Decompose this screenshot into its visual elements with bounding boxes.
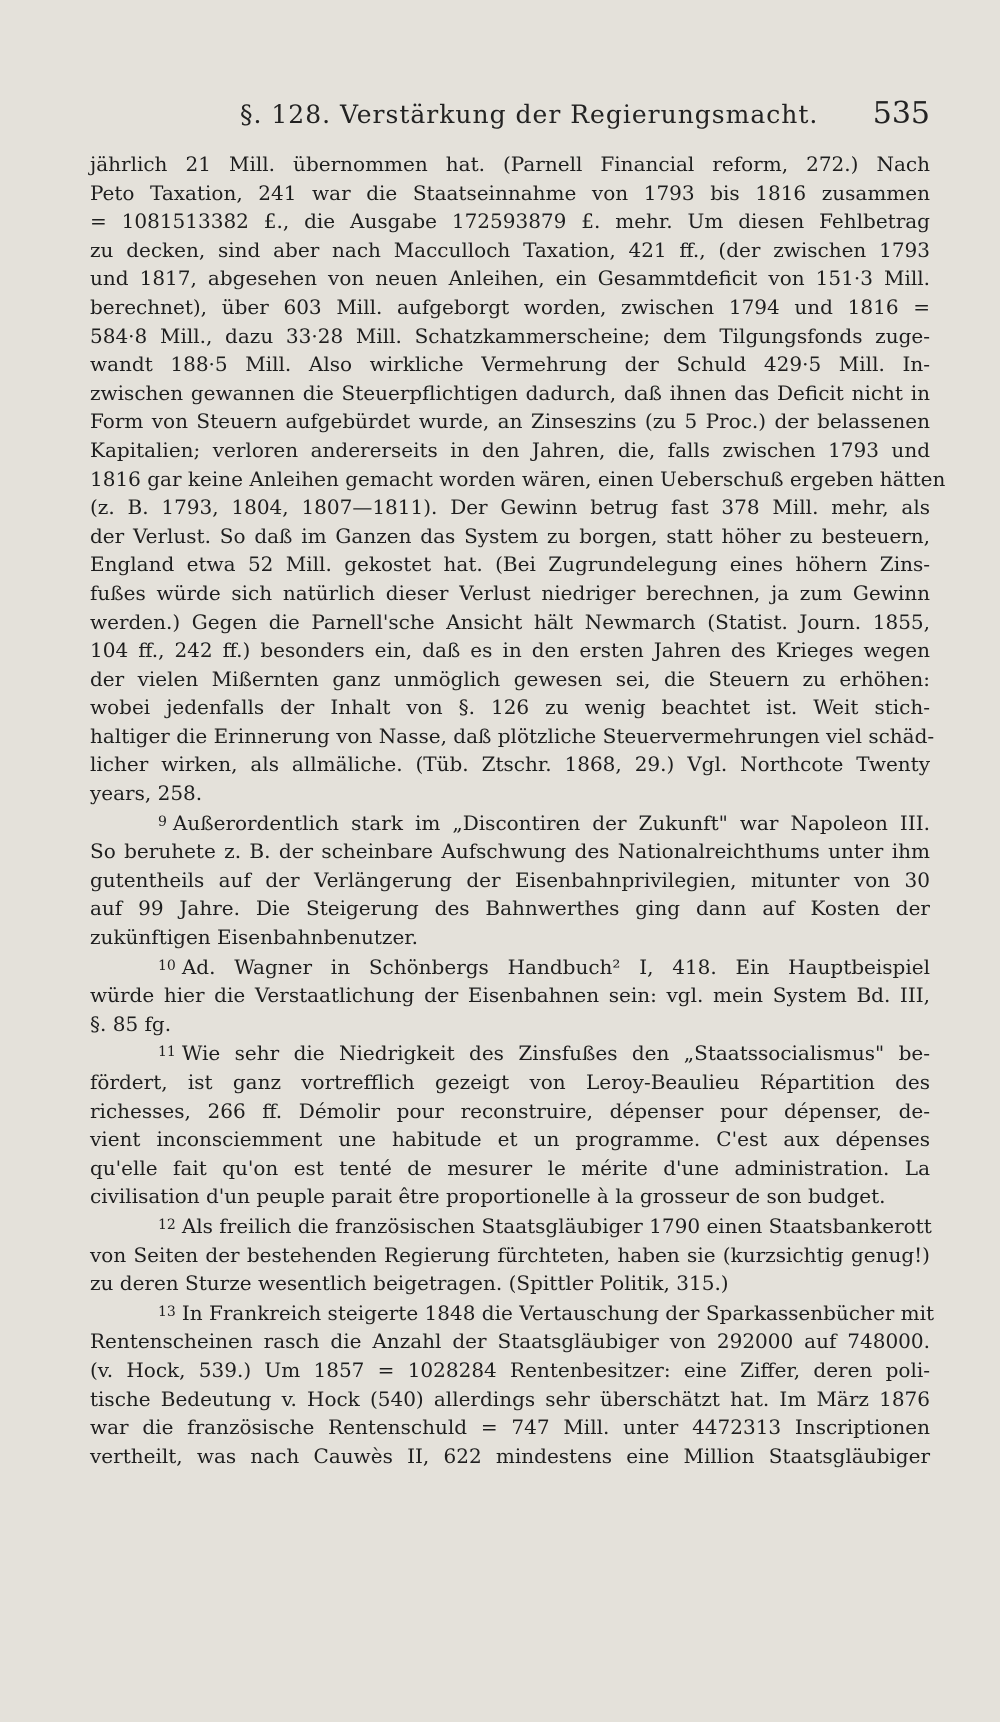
text-line: werden.) Gegen die Parnell'sche Ansicht hält Newmarch (Statist. Journ. 1855,: [90, 609, 930, 634]
footnote-number: 11: [158, 1044, 176, 1061]
text-line: licher wirken, als allmäliche. (Tüb. Ztschr. 1868, 29.) Vgl. Northcote Twenty: [90, 752, 930, 777]
footnote-line-first: [90, 1298, 935, 1328]
footnote-line: civilisation d'un peuple parait être proportionelle à la grosseur de son budget.: [90, 1184, 886, 1209]
text-line: England etwa 52 Mill. gekostet hat. (Bei Zugrundelegung eines höhern Zins-: [90, 552, 930, 577]
footnote-line-first: [90, 1211, 930, 1241]
footnote-line: gutentheils auf der Verlängerung der Eisenbahnprivilegien, mitunter von 30: [90, 867, 930, 892]
footnote-line: vertheilt, was nach Cauwès II, 622 mindestens eine Million Staatsgläubiger: [90, 1443, 930, 1468]
page-body: [90, 150, 946, 1470]
text-line: haltiger die Erinnerung von Nasse, daß plötzliche Steuervermehrungen viel schäd-: [90, 723, 935, 748]
footnote-line: würde hier die Verstaatlichung der Eisenbahnen sein: vgl. mein System Bd. III,: [90, 983, 930, 1008]
footnote-13: [90, 1298, 935, 1471]
page-number: 535: [872, 96, 930, 131]
footnote-line: vient inconsciemment une habitude et un programme. C'est aux dépenses: [90, 1127, 930, 1152]
footnote-line-first: [90, 808, 930, 838]
text-line: fußes würde sich natürlich dieser Verlust niedriger berechnen, ja zum Gewinn: [90, 580, 930, 605]
footnote-line: So beruhete z. B. der scheinbare Aufschwung des Nationalreichthums unter ihm: [90, 839, 930, 864]
footnote-line: (v. Hock, 539.) Um 1857 = 1028284 Rentenbesitzer: eine Ziffer, deren poli-: [90, 1357, 930, 1382]
footnote-line-first: [90, 1038, 930, 1068]
text-line: Peto Taxation, 241 war die Staatseinnahme von 1793 bis 1816 zusammen: [90, 180, 930, 205]
text-line: der Verlust. So daß im Ganzen das System zu borgen, statt höher zu besteuern,: [90, 523, 930, 548]
footnote-text: Außerordentlich stark im „Discontiren der Zukunft" war Napoleon III.: [172, 810, 930, 835]
text-line: zwischen gewannen die Steuerpflichtigen dadurch, daß ihnen das Deficit nicht in: [90, 380, 930, 405]
footnote-line: §. 85 fg.: [90, 1011, 172, 1036]
footnote-line: Rentenscheinen rasch die Anzahl der Staatsgläubiger von 292000 auf 748000.: [90, 1329, 930, 1354]
text-line: 584·8 Mill., dazu 33·28 Mill. Schatzkammerscheine; dem Tilgungsfonds zuge-: [90, 323, 930, 348]
text-line: jährlich 21 Mill. übernommen hat. (Parnell Financial reform, 272.) Nach: [90, 152, 930, 176]
footnote-10: [90, 952, 930, 1039]
text-line: zu decken, sind aber nach Macculloch Taxation, 421 ff., (der zwischen 1793: [90, 237, 930, 262]
text-line: und 1817, abgesehen von neuen Anleihen, ein Gesammtdeficit von 151·3 Mill.: [90, 266, 930, 291]
footnote-text: Als freilich die französischen Staatsgläubiger 1790 einen Staatsbankerott: [181, 1213, 932, 1238]
footnote-number: 9: [158, 813, 167, 830]
footnote-line: richesses, 266 ff. Démolir pour reconstruire, dépenser pour dépenser, de-: [90, 1098, 930, 1123]
footnote-line: zu deren Sturze wesentlich beigetragen. (Spittler Politik, 315.): [90, 1271, 729, 1296]
footnote-line: war die französische Rentenschuld = 747 Mill. unter 4472313 Inscriptionen: [90, 1415, 930, 1440]
footnote-number: 10: [158, 957, 176, 974]
text-line: = 1081513382 £., die Ausgabe 172593879 £. mehr. Um diesen Fehlbetrag: [90, 209, 930, 234]
footnote-number: 12: [158, 1216, 176, 1233]
footnote-11: [90, 1038, 930, 1211]
running-title: §. 128. Verstärkung der Regierungsmacht.: [240, 100, 819, 129]
text-line: berechnet), über 603 Mill. aufgeborgt worden, zwischen 1794 und 1816 =: [90, 294, 930, 319]
text-line: Form von Steuern aufgebürdet wurde, an Zinseszins (zu 5 Proc.) der belassenen: [90, 409, 930, 434]
text-line: 1816 gar keine Anleihen gemacht worden wären, einen Ueberschuß ergeben hätten: [90, 466, 946, 491]
footnote-line: tische Bedeutung v. Hock (540) allerdings sehr überschätzt hat. Im März 1876: [90, 1386, 930, 1411]
footnote-line: zukünftigen Eisenbahnbenutzer.: [90, 925, 419, 950]
footnote-line: fördert, ist ganz vortrefflich gezeigt von Leroy-Beaulieu Répartition des: [90, 1070, 930, 1094]
running-header: [90, 96, 930, 136]
text-line: Kapitalien; verloren andererseits in den Jahren, die, falls zwischen 1793 und: [90, 437, 930, 462]
footnote-text: Ad. Wagner in Schönbergs Handbuch² I, 418. Ein Hauptbeispiel: [181, 954, 930, 979]
text-line: years, 258.: [90, 781, 203, 806]
footnote-text: In Frankreich steigerte 1848 die Vertauschung der Sparkassenbücher mit: [181, 1300, 935, 1325]
footnote-line-first: [90, 952, 930, 982]
text-line: der vielen Mißernten ganz unmöglich gewesen sei, die Steuern zu erhöhen:: [90, 666, 930, 691]
footnote-9: [90, 808, 930, 952]
paragraph-continuation: [90, 150, 946, 808]
text-line: 104 ff., 242 ff.) besonders ein, daß es in den ersten Jahren des Krieges wegen: [90, 638, 930, 663]
footnote-text: Wie sehr die Niedrigkeit des Zinsfußes den „Staatssocialismus" be-: [181, 1041, 930, 1066]
footnote-number: 13: [158, 1303, 176, 1320]
text-line: wandt 188·5 Mill. Also wirkliche Vermehrung der Schuld 429·5 Mill. In-: [90, 352, 930, 377]
footnote-line: auf 99 Jahre. Die Steigerung des Bahnwerthes ging dann auf Kosten der: [90, 896, 930, 921]
text-line: wobei jedenfalls der Inhalt von §. 126 zu wenig beachtet ist. Weit stich-: [90, 695, 930, 720]
footnote-12: [90, 1211, 930, 1298]
text-line: (z. B. 1793, 1804, 1807—1811). Der Gewinn betrug fast 378 Mill. mehr, als: [90, 495, 930, 520]
footnote-line: von Seiten der bestehenden Regierung fürchteten, haben sie (kurzsichtig genug!): [90, 1242, 930, 1267]
footnote-line: qu'elle fait qu'on est tenté de mesurer le mérite d'une administration. La: [90, 1155, 930, 1180]
